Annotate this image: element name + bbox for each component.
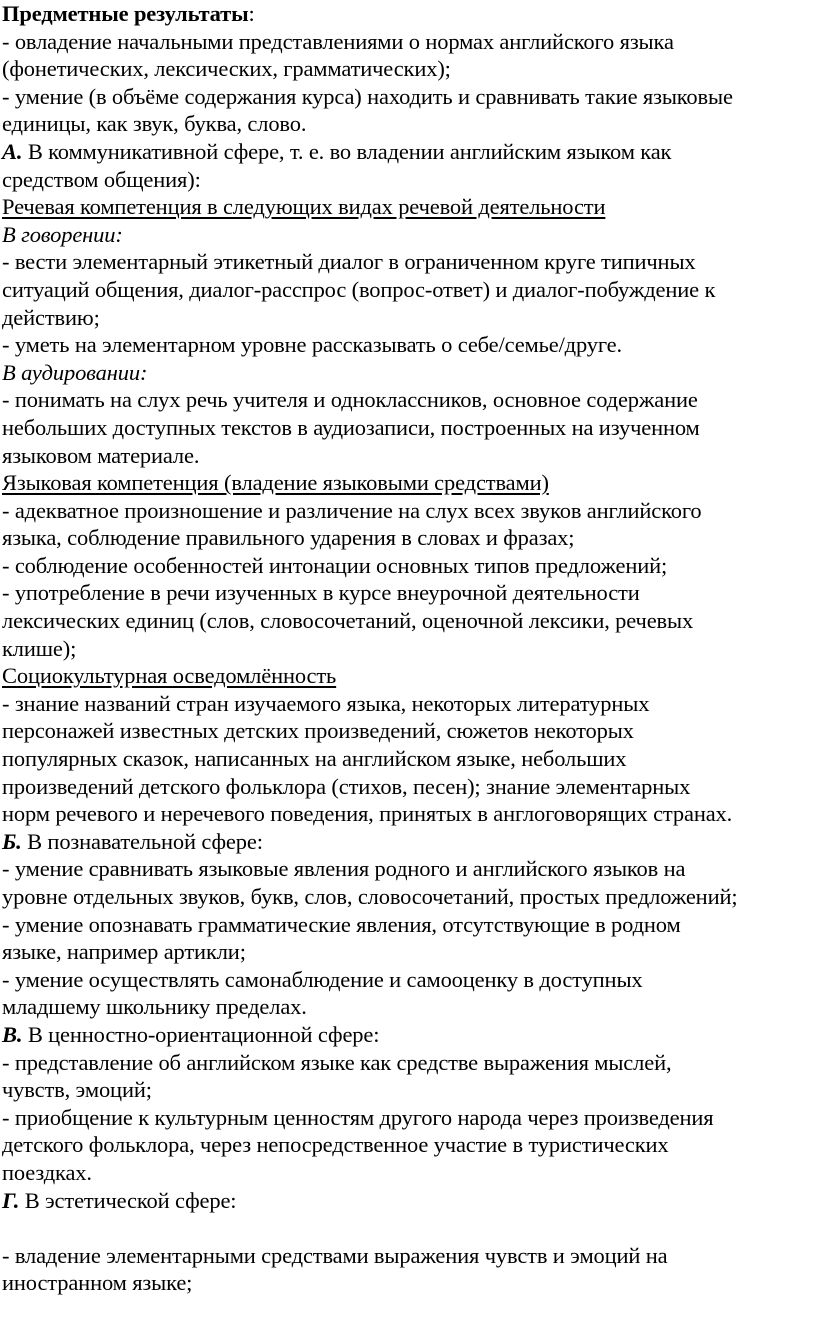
text-line: - умение опознавать грамматические явления, отсутствующие в родном — [2, 911, 681, 937]
text-line: - представление об английском языке как средстве выражения мыслей, — [2, 1049, 672, 1075]
empty-line — [2, 1214, 814, 1242]
section-v-letter: В. — [2, 1021, 23, 1047]
section-b-line — [2, 828, 814, 856]
language-competence-title: Языковая компетенция (владение языковыми средствами) — [2, 470, 549, 496]
text-line: - вести элементарный этикетный диалог в ограниченном круге типичных — [2, 249, 696, 275]
text-line: произведений детского фольклора (стихов, песен); знание элементарных — [2, 773, 691, 799]
text-line: (фонетических, лексических, грамматических); — [2, 56, 451, 82]
text-line: - умение осуществлять самонаблюдение и самооценку в доступных — [2, 966, 643, 992]
document-page — [2, 0, 814, 1297]
text-line: - соблюдение особенностей интонации основных типов предложений; — [2, 552, 668, 578]
section-g-letter: Г. — [2, 1187, 20, 1213]
text-line: небольших доступных текстов в аудиозаписи, построенных на изученном — [2, 414, 700, 440]
sociocultural-title-line — [2, 662, 814, 690]
section-g-text: В эстетической сфере: — [19, 1187, 237, 1213]
text-line: - уметь на элементарном уровне рассказывать о себе/семье/друге. — [2, 332, 622, 358]
text-line: младшему школьнику пределах. — [2, 994, 307, 1020]
subject-results-heading-line — [2, 0, 814, 28]
text-line: уровне отдельных звуков, букв, слов, словосочетаний, простых предложений; — [2, 884, 738, 909]
section-a-letter: А. — [2, 138, 23, 164]
sociocultural-title: Социокультурная осведомлённость — [2, 663, 337, 689]
text-line: популярных сказок, написанных на английском языке, небольших — [2, 746, 627, 772]
text-line: - умение сравнивать языковые явления родного и английского языков на — [2, 856, 686, 882]
text-line: единицы, как звук, буква, слово. — [2, 111, 307, 137]
text-line: чувств, эмоций; — [2, 1077, 152, 1103]
text-line: детского фольклора, через непосредственное участие в туристических — [2, 1132, 669, 1158]
text-line: клише); — [2, 635, 77, 661]
text-line: языке, например артикли; — [2, 939, 246, 965]
listening-subheading: В аудировании: — [2, 359, 148, 385]
language-competence-title-line — [2, 469, 814, 497]
section-a-line — [2, 138, 814, 166]
text-line: персонажей известных детских произведений, сюжетов некоторых — [2, 718, 634, 744]
subject-results-heading: Предметные результаты — [2, 1, 249, 26]
text-line: ситуаций общения, диалог-расспрос (вопрос-ответ) и диалог-побуждение к — [2, 276, 716, 302]
section-b-text: В познавательной сфере: — [21, 828, 263, 854]
text-line: поездках. — [2, 1159, 92, 1185]
section-b-letter: Б. — [2, 828, 22, 854]
text-line: - знание названий стран изучаемого языка, некоторых литературных — [2, 690, 650, 716]
text-line: языка, соблюдение правильного ударения в словах и фразах; — [2, 525, 575, 551]
text-line: иностранном языке; — [2, 1270, 193, 1296]
text-line: - употребление в речи изученных в курсе внеурочной деятельности — [2, 580, 640, 606]
text-line: - владение элементарными средствами выражения чувств и эмоций на — [2, 1242, 668, 1268]
section-v-text: В ценностно-ориентационной сфере: — [22, 1021, 380, 1047]
text-line: - адекватное произношение и различение на слух всех звуков английского — [2, 497, 702, 523]
text-line: - понимать на слух речь учителя и одноклассников, основное содержание — [2, 387, 698, 413]
text-line: языковом материале. — [2, 442, 200, 468]
text-line: средством общения): — [2, 166, 201, 192]
section-g-line — [2, 1187, 814, 1215]
speaking-subheading: В говорении: — [2, 221, 123, 247]
text-line: - умение (в объёме содержания курса) находить и сравнивать такие языковые — [2, 83, 733, 109]
text-line: действию; — [2, 304, 100, 330]
text-line: лексических единиц (слов, словосочетаний, оценочной лексики, речевых — [2, 608, 694, 634]
text-line: - овладение начальными представлениями о нормах английского языка — [2, 28, 674, 54]
section-v-line — [2, 1021, 814, 1049]
section-a-text: В коммуникативной сфере, т. е. во владении английским языком как — [22, 138, 672, 164]
speech-competence-title: Речевая компетенция в следующих видах речевой деятельности — [2, 194, 606, 220]
text-line: норм речевого и неречевого поведения, принятых в англоговорящих странах. — [2, 801, 733, 827]
speech-competence-title-line — [2, 193, 814, 221]
heading-colon: : — [248, 1, 255, 26]
text-line: - приобщение к культурным ценностям другого народа через произведения — [2, 1104, 714, 1130]
